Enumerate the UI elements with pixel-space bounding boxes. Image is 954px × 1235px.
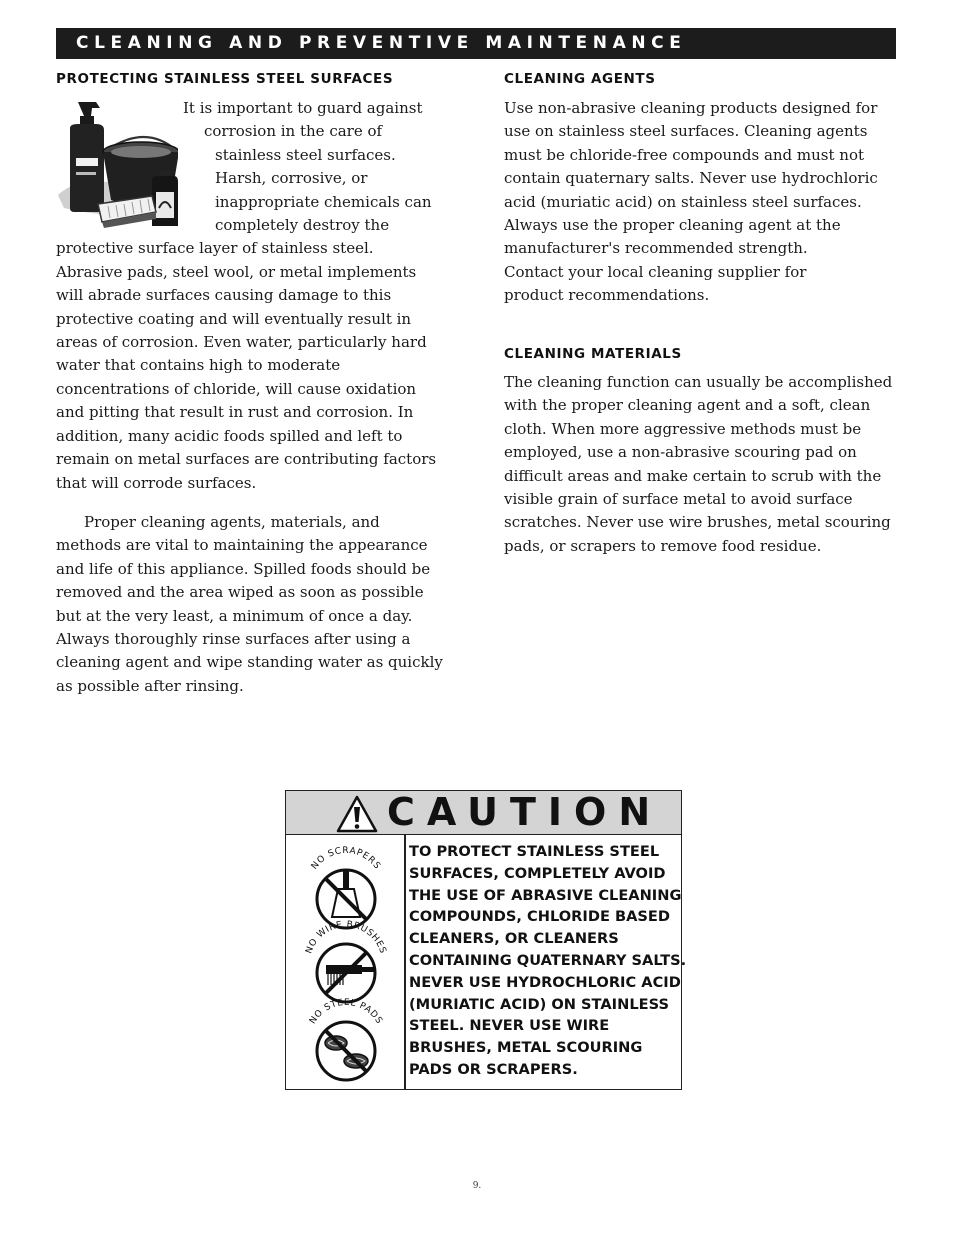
paragraph-line: protective surface layer of stainless steel. [56, 239, 374, 258]
caution-line: BRUSHES, METAL SCOURING [409, 1039, 643, 1057]
paragraph-line: addition, many acidic foods spilled and left to [56, 426, 403, 445]
caution-title: CAUTION [387, 790, 663, 834]
caution-line: CLEANERS, OR CLEANERS [409, 930, 619, 948]
cleaning-agents-heading: CLEANING AGENTS [504, 71, 656, 87]
caution-box [285, 790, 687, 1090]
caution-line: (MURIATIC ACID) ON STAINLESS [409, 995, 669, 1013]
protecting-stainless-paragraph-1 [56, 97, 436, 495]
paragraph-line: scratches. Never use wire brushes, metal scouring [504, 513, 891, 532]
warning-triangle-icon [336, 795, 378, 833]
paragraph-line: cloth. When more aggressive methods must be [504, 419, 862, 438]
pictogram-label: NO SCRAPERS [309, 845, 383, 872]
paragraph-line: visible grain of surface metal to avoid surface [504, 490, 853, 509]
paragraph-line: Abrasive pads, steel wool, or metal implements [56, 262, 417, 281]
paragraph-line: Use non-abrasive cleaning products designed for [504, 99, 878, 117]
paragraph-line: areas of corrosion. Even water, particularly hard [56, 333, 427, 352]
paragraph-line: It is important to guard against [183, 99, 423, 117]
paragraph-line: but at the very least, a minimum of once a day. [56, 606, 413, 625]
paragraph-line: Proper cleaning agents, materials, and [84, 513, 380, 531]
paragraph-line: as possible after rinsing. [56, 676, 244, 695]
paragraph-line: will abrade surfaces causing damage to this [56, 286, 392, 305]
no-steel-pads-icon [300, 995, 392, 1087]
page-number: 9. [472, 1181, 482, 1191]
paragraph-line: and life of this appliance. Spilled foods should be [56, 559, 431, 578]
caution-line: THE USE OF ABRASIVE CLEANING [409, 886, 682, 904]
cleaning-materials-paragraph [504, 371, 892, 558]
cleaning-materials-heading: CLEANING MATERIALS [504, 346, 682, 362]
paragraph-line: use on stainless steel surfaces. Cleaning agents [504, 122, 868, 141]
caution-line: COMPOUNDS, CHLORIDE BASED [409, 908, 671, 926]
paragraph-line: corrosion in the care of [204, 122, 383, 141]
paragraph-line: Harsh, corrosive, or [215, 169, 368, 188]
paragraph-line: employed, use a non-abrasive scouring pad on [504, 443, 857, 462]
caution-header [286, 791, 681, 835]
caution-line: CONTAINING QUATERNARY SALTS. [409, 951, 687, 969]
paragraph-line: concentrations of chloride, will cause oxidation [56, 379, 417, 398]
paragraph-line: inappropriate chemicals can [215, 192, 432, 211]
paragraph-line: with the proper cleaning agent and a soft, clean [504, 396, 871, 415]
paragraph-line: remain on metal surfaces are contributing factors [56, 450, 437, 469]
caution-line: PADS OR SCRAPERS. [409, 1060, 578, 1078]
paragraph-line: difficult areas and make certain to scrub with the [504, 466, 882, 485]
protecting-stainless-heading: PROTECTING STAINLESS STEEL SURFACES [56, 71, 394, 87]
paragraph-line: cleaning agent and wipe standing water as quickly [56, 653, 443, 672]
paragraph-line: The cleaning function can usually be accomplished [504, 373, 893, 391]
paragraph-line: removed and the area wiped as soon as possible [56, 583, 424, 602]
section-header-bar: CLEANING AND PREVENTIVE MAINTENANCE [56, 28, 896, 59]
paragraph-line: pads, or scrapers to remove food residue. [504, 536, 822, 555]
paragraph-line: and pitting that result in rust and corrosion. In [56, 403, 414, 422]
paragraph-line: Always thoroughly rinse surfaces after using a [56, 630, 411, 649]
caution-message [409, 841, 686, 1081]
paragraph-line: must be chloride-free compounds and must not [504, 145, 865, 164]
paragraph-line: completely destroy the [215, 216, 390, 235]
cleaning-agents-paragraph [504, 97, 878, 308]
caution-divider [404, 835, 406, 1089]
paragraph-line: product recommendations. [504, 286, 710, 305]
paragraph-line: methods are vital to maintaining the appearance [56, 536, 428, 555]
paragraph-line: stainless steel surfaces. [215, 145, 396, 164]
pictogram-label: NO WIRE BRUSHES [304, 919, 388, 956]
caution-line: NEVER USE HYDROCHLORIC ACID [409, 973, 681, 991]
paragraph-line: Always use the proper cleaning agent at the [504, 216, 841, 235]
paragraph-line: contain quaternary salts. Never use hydrochloric [504, 169, 878, 188]
protecting-stainless-paragraph-2 [56, 511, 443, 698]
pictogram-label: NO STEEL PADS [307, 997, 385, 1027]
paragraph-line: water that contains high to moderate [56, 356, 341, 375]
caution-line: SURFACES, COMPLETELY AVOID [409, 864, 666, 882]
svg-text:NO SCRAPERS [310, 846, 382, 872]
paragraph-line: that will corrode surfaces. [56, 473, 257, 492]
caution-line: TO PROTECT STAINLESS STEEL [409, 843, 660, 860]
paragraph-line: acid (muriatic acid) on stainless steel surfaces. [504, 192, 862, 211]
caution-line: STEEL. NEVER USE WIRE [409, 1017, 610, 1035]
paragraph-line: manufacturer's recommended strength. [504, 239, 808, 258]
paragraph-line: protective coating and will eventually result in [56, 309, 412, 328]
paragraph-line: Contact your local cleaning supplier for [504, 262, 807, 281]
